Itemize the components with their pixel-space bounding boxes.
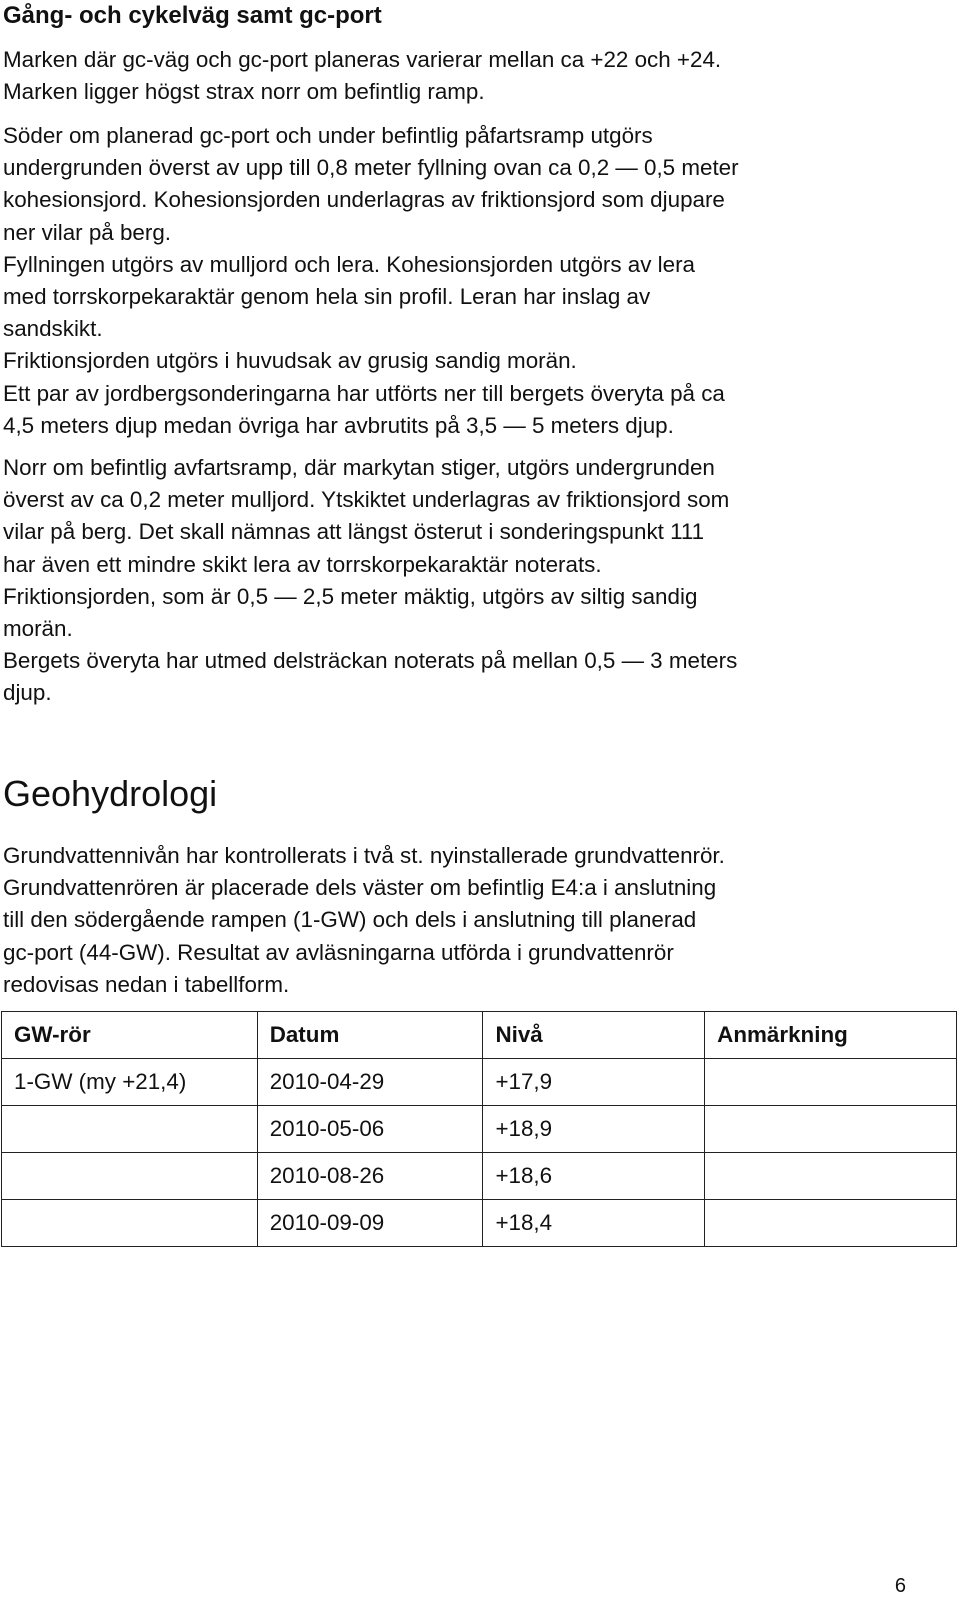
table-header-row bbox=[2, 1012, 957, 1059]
cell-gw-ror bbox=[2, 1153, 258, 1200]
table-row bbox=[2, 1153, 957, 1200]
text-line: 4,5 meters djup medan övriga har avbrutits på 3,5 — 5 meters djup. bbox=[3, 412, 674, 438]
text-line: Ett par av jordbergsonderingarna har utförts ner till bergets överyta på ca bbox=[3, 380, 725, 406]
text-line: med torrskorpekaraktär genom hela sin profil. Leran har inslag av bbox=[3, 284, 651, 310]
text-line: Söder om planerad gc-port och under befintlig påfartsramp utgörs bbox=[3, 123, 653, 148]
text-line: Grundvattennivån har kontrollerats i två st. nyinstallerade grundvattenrör. bbox=[3, 843, 725, 868]
cell-niva: +17,9 bbox=[483, 1059, 705, 1106]
cell-niva: +18,6 bbox=[483, 1153, 705, 1200]
paragraph-north-soil bbox=[3, 452, 943, 710]
text-line: har även ett mindre skikt lera av torrskorpekaraktär noterats. bbox=[3, 551, 602, 577]
cell-niva: +18,9 bbox=[483, 1106, 705, 1153]
text-line: vilar på berg. Det skall nämnas att längst österut i sonderingspunkt 111 bbox=[3, 519, 705, 545]
cell-anmarkning bbox=[705, 1106, 957, 1153]
cell-datum: 2010-08-26 bbox=[257, 1153, 483, 1200]
text-line: kohesionsjord. Kohesionsjorden underlagras av friktionsjord som djupare bbox=[3, 187, 725, 213]
text-line: Friktionsjorden, som är 0,5 — 2,5 meter mäktig, utgörs av siltig sandig bbox=[3, 583, 698, 609]
header-niva: Nivå bbox=[483, 1012, 705, 1059]
text-line: redovisas nedan i tabellform. bbox=[3, 971, 290, 997]
cell-datum: 2010-04-29 bbox=[257, 1059, 483, 1106]
table-row bbox=[2, 1059, 957, 1106]
text-line: Marken där gc-väg och gc-port planeras varierar mellan ca +22 och +24. bbox=[3, 47, 722, 72]
text-line: djup. bbox=[3, 680, 52, 706]
paragraph-terrain bbox=[3, 44, 943, 108]
text-line: till den södergående rampen (1-GW) och dels i anslutning till planerad bbox=[3, 907, 697, 933]
cell-datum: 2010-05-06 bbox=[257, 1106, 483, 1153]
cell-anmarkning bbox=[705, 1200, 957, 1247]
paragraph-groundwater bbox=[3, 840, 943, 1001]
cell-anmarkning bbox=[705, 1153, 957, 1200]
text-line: Friktionsjorden utgörs i huvudsak av grusig sandig morän. bbox=[3, 348, 577, 374]
text-line: överst av ca 0,2 meter mulljord. Ytskiktet underlagras av friktionsjord som bbox=[3, 487, 730, 513]
text-line: undergrunden överst av upp till 0,8 meter fyllning ovan ca 0,2 — 0,5 meter bbox=[3, 155, 739, 181]
text-line: Marken ligger högst strax norr om befintlig ramp. bbox=[3, 79, 485, 105]
cell-datum: 2010-09-09 bbox=[257, 1200, 483, 1247]
cell-niva: +18,4 bbox=[483, 1200, 705, 1247]
cell-gw-ror: 1-GW (my +21,4) bbox=[2, 1059, 258, 1106]
header-anmarkning: Anmärkning bbox=[705, 1012, 957, 1059]
header-gw-ror: GW-rör bbox=[2, 1012, 258, 1059]
groundwater-table bbox=[1, 1011, 957, 1247]
text-line: sandskikt. bbox=[3, 316, 103, 342]
section-heading: Gång- och cykelväg samt gc-port bbox=[3, 2, 382, 29]
table-row bbox=[2, 1106, 957, 1153]
section-title-geohydrologi: Geohydrologi bbox=[3, 773, 218, 814]
text-line: Grundvattenrören är placerade dels väster om befintlig E4:a i anslutning bbox=[3, 875, 717, 901]
text-line: ner vilar på berg. bbox=[3, 219, 172, 245]
text-line: Bergets överyta har utmed delsträckan noterats på mellan 0,5 — 3 meters bbox=[3, 648, 738, 674]
cell-gw-ror bbox=[2, 1106, 258, 1153]
cell-anmarkning bbox=[705, 1059, 957, 1106]
text-line: gc-port (44-GW). Resultat av avläsningarna utförda i grundvattenrör bbox=[3, 939, 674, 965]
text-line: morän. bbox=[3, 616, 73, 642]
text-line: Fyllningen utgörs av mulljord och lera. Kohesionsjorden utgörs av lera bbox=[3, 251, 695, 277]
text-line: Norr om befintlig avfartsramp, där markytan stiger, utgörs undergrunden bbox=[3, 455, 715, 480]
header-datum: Datum bbox=[257, 1012, 483, 1059]
cell-gw-ror bbox=[2, 1200, 258, 1247]
table-row bbox=[2, 1200, 957, 1247]
page-number: 6 bbox=[894, 1575, 906, 1597]
paragraph-south-soil bbox=[3, 120, 943, 442]
